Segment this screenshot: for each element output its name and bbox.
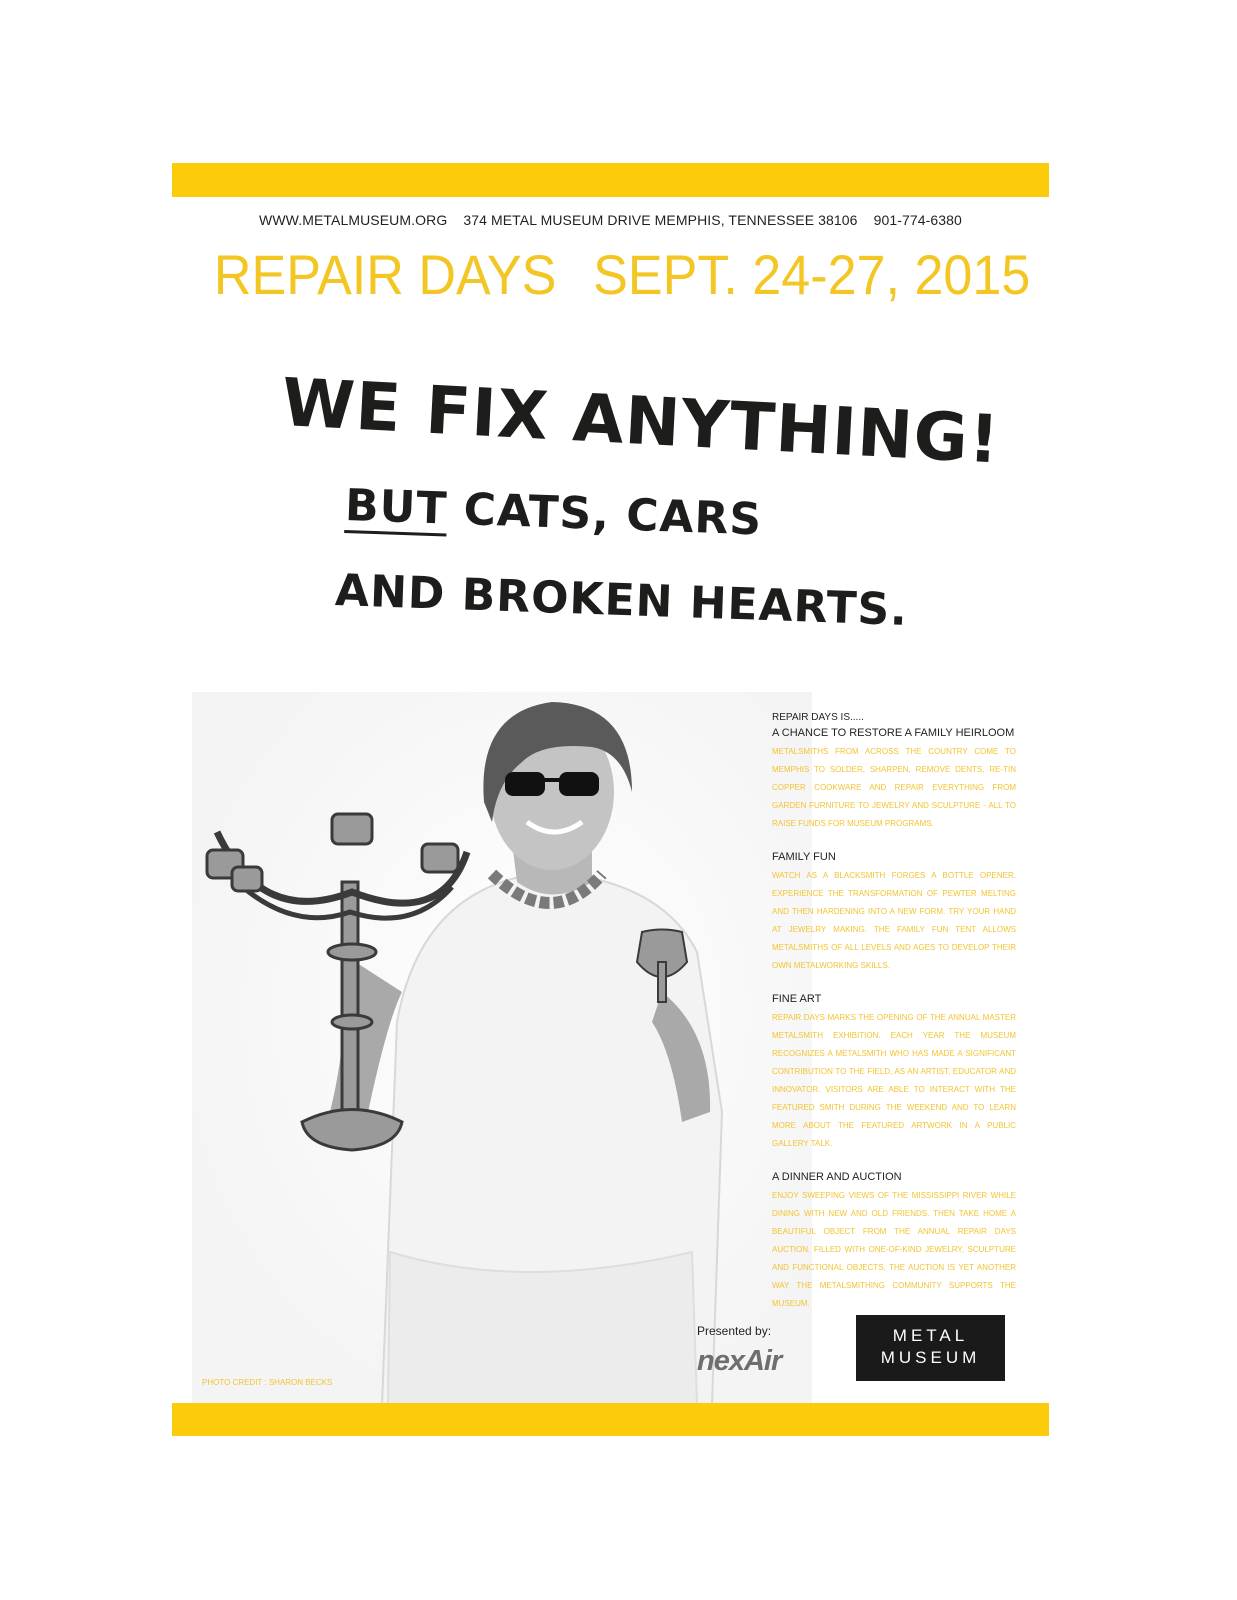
cats-cars-text: CATS, CARS [462,484,763,546]
photo-credit: PHOTO CREDIT : SHARON BECKS [202,1378,333,1387]
website-link[interactable]: WWW.METALMUSEUM.ORG [259,212,448,228]
contact-line [172,212,1049,228]
subheadline-line-2: AND BROKEN HEARTS. [334,565,909,636]
info-intro: REPAIR DAYS IS..... [772,712,864,723]
nexair-logo: nexAir [697,1345,782,1377]
info-heading: FINE ART [772,993,822,1005]
info-heading: FAMILY FUN [772,851,836,863]
info-body: ENJOY SWEEPING VIEWS OF THE MISSISSIPPI RIVER WHILE DINING WITH NEW AND OLD FRIENDS. THEN TAKE HOME A BEAUTIFUL OBJECT FROM THE ANNUAL REPAIR DAYS AUCTION. FILLED WITH ONE-OF-KIND JEWELRY, SCULPTURE AND FUNCTIONAL OBJECTS, THE AUCTION IS YET ANOTHER WAY THE METALSMITHING COMMUNITY SUPPORTS THE MUSEUM. [772,1191,1016,1308]
address-text: 374 METAL MUSEUM DRIVE MEMPHIS, TENNESSEE 38106 [463,212,858,228]
logo-line-1: METAL [892,1326,969,1345]
event-title [203,242,1031,307]
logo-line-2: MUSEUM [880,1348,981,1367]
phone-text: 901-774-6380 [873,212,962,228]
but-word: BUT [344,480,449,535]
bottom-yellow-bar [172,1403,1049,1436]
info-column [772,712,1016,1331]
headline: WE FIX ANYTHING! [279,364,1002,479]
info-heading: A CHANCE TO RESTORE A FAMILY HEIRLOOM [772,727,1015,739]
subheadline-line-1 [344,480,763,546]
info-heading: A DINNER AND AUCTION [772,1171,902,1183]
event-dates: SEPT. 24-27, 2015 [593,243,1031,306]
metal-museum-logo [856,1315,1005,1381]
event-name: REPAIR DAYS [213,243,557,306]
info-body: METALSMITHS FROM ACROSS THE COUNTRY COME TO MEMPHIS TO SOLDER, SHARPEN, REMOVE DENTS, RE-TIN COPPER COOKWARE AND REPAIR EVERYTHING FROM GARDEN FURNITURE TO JEWELRY AND SCULPTURE - ALL TO RAISE FUNDS FOR MUSEUM PROGRAMS. [772,747,1016,828]
presented-by-label: Presented by: [697,1324,772,1338]
woman-with-candelabra-photo [192,692,812,1404]
top-yellow-bar [172,163,1049,197]
info-body: WATCH AS A BLACKSMITH FORGES A BOTTLE OPENER. EXPERIENCE THE TRANSFORMATION OF PEWTER MELTING AND THEN HARDENING INTO A NEW FORM. TRY YOUR HAND AT JEWELRY MAKING. THE FAMILY FUN TENT ALLOWS METALSMITHS OF ALL LEVELS AND AGES TO DEVELOP THEIR OWN METALWORKING SKILLS. [772,871,1016,970]
info-body: REPAIR DAYS MARKS THE OPENING OF THE ANNUAL MASTER METALSMITH EXHIBITION. EACH YEAR THE MUSEUM RECOGNIZES A METALSMITH WHO HAS MADE A SIGNIFICANT CONTRIBUTION TO THE FIELD, AS AN ARTIST, EDUCATOR AND INNOVATOR. VISITORS ARE ABLE TO INTERACT WITH THE FEATURED SMITH DURING THE WEEKEND AND TO LEARN MORE ABOUT THE FEATURED ARTWORK IN A PUBLIC GALLERY TALK. [772,1013,1016,1148]
